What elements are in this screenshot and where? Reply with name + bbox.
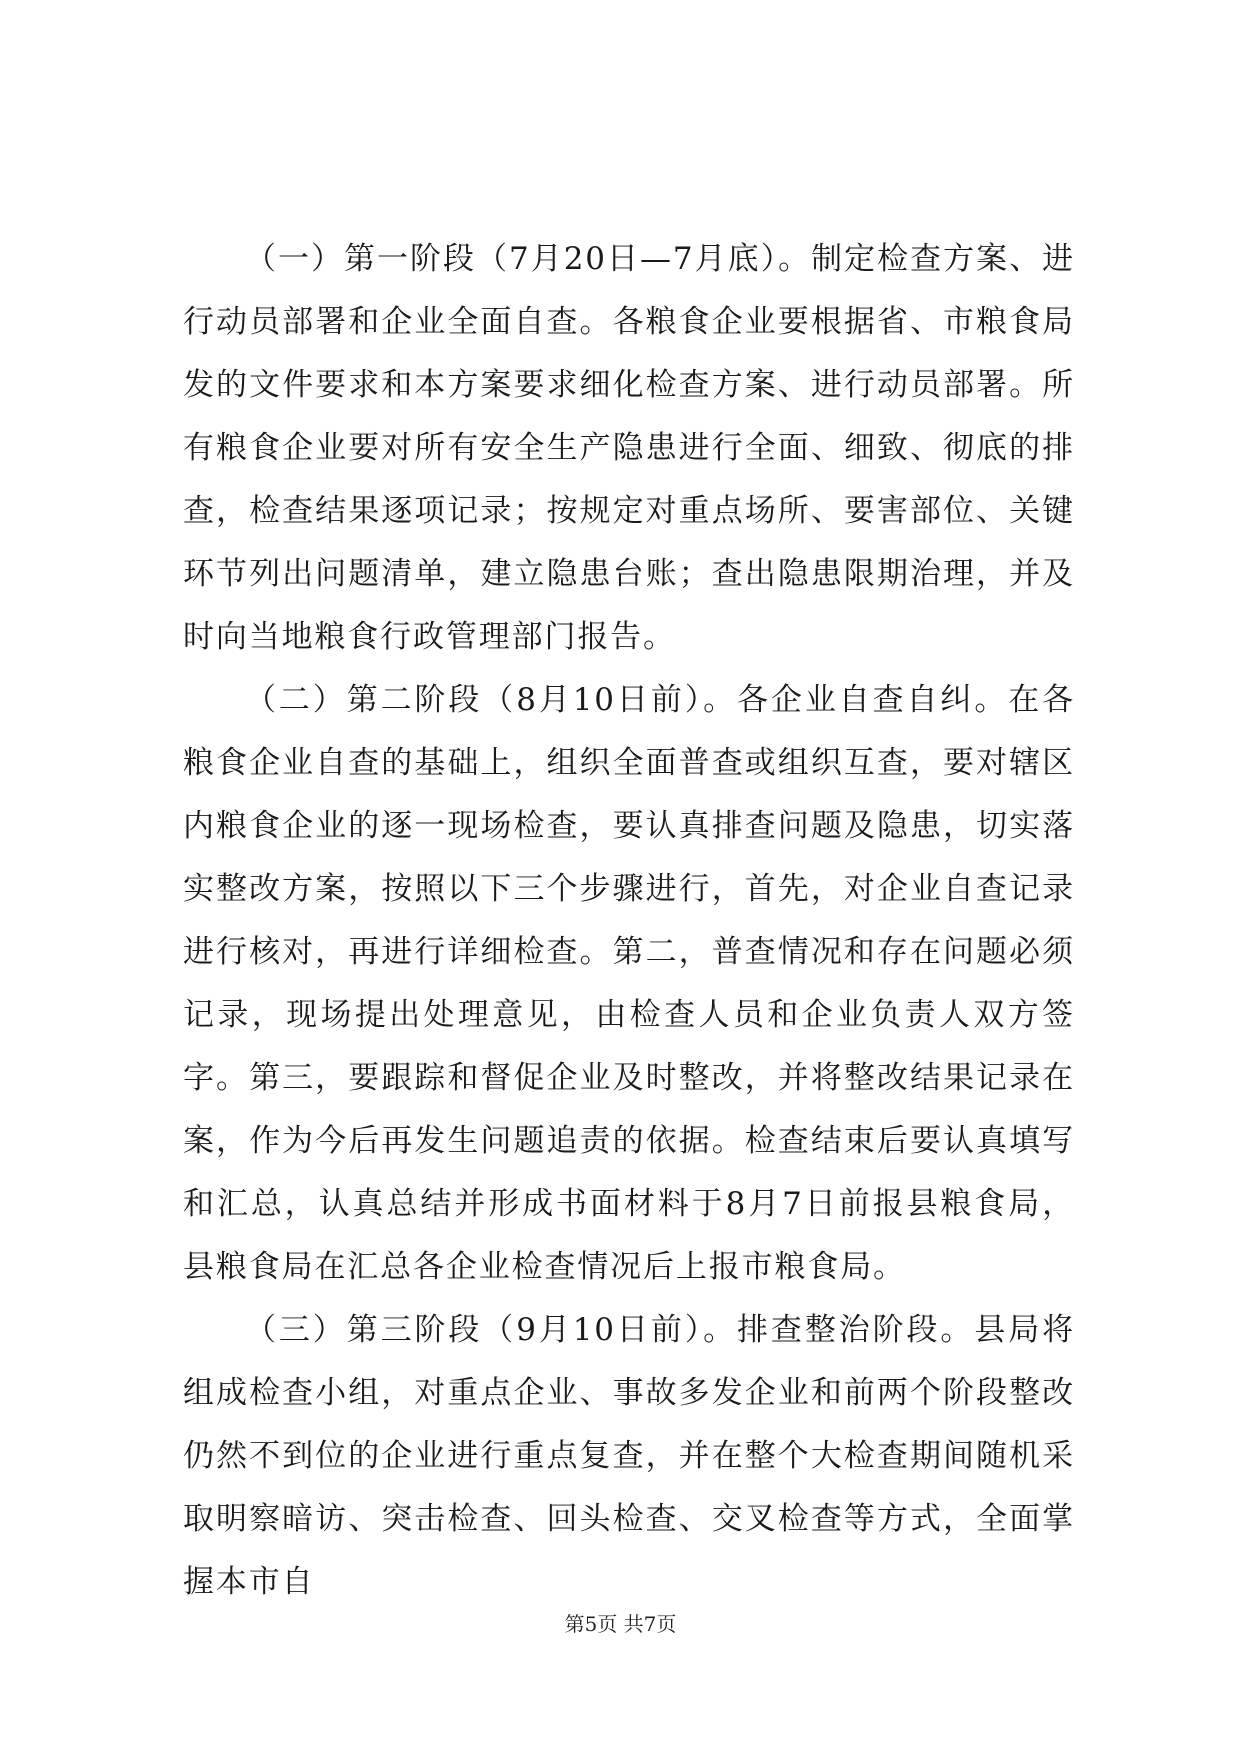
document-body bbox=[183, 228, 1075, 1614]
paragraph-stage-two: （二）第二阶段（8月10日前）。各企业自查自纠。在各粮食企业自查的基础上，组织全面普查或组织互查，要对辖区内粮食企业的逐一现场检查，要认真排查问题及隐患，切实落实整改方案，按照以下三个步骤进行，首先，对企业自查记录进行核对，再进行详细检查。第二，普查情况和存在问题必须记录，现场提出处理意见，由检查人员和企业负责人双方签字。第三，要跟踪和督促企业及时整改，并将整改结果记录在案，作为今后再发生问题追责的依据。检查结束后要认真填写和汇总，认真总结并形成书面材料于8月7日前报县粮食局，县粮食局在汇总各企业检查情况后上报市粮食局。 bbox=[183, 682, 1075, 1285]
page-footer bbox=[0, 1610, 1241, 1638]
page-number-label: 第5页 共7页 bbox=[564, 1612, 677, 1636]
paragraph-stage-three: （三）第三阶段（9月10日前）。排查整治阶段。县局将组成检查小组，对重点企业、事故多发企业和前两个阶段整改仍然不到位的企业进行重点复查，并在整个大检查期间随机采取明察暗访、突击检查、回头检查、交叉检查等方式，全面掌握本市自 bbox=[183, 1312, 1075, 1600]
paragraph-stage-one: （一）第一阶段（7月20日—7月底）。制定检查方案、进行动员部署和企业全面自查。各粮食企业要根据省、市粮食局发的文件要求和本方案要求细化检查方案、进行动员部署。所有粮食企业要对所有安全生产隐患进行全面、细致、彻底的排查，检查结果逐项记录；按规定对重点场所、要害部位、关键环节列出问题清单，建立隐患台账；查出隐患限期治理，并及时向当地粮食行政管理部门报告。 bbox=[183, 241, 1075, 655]
